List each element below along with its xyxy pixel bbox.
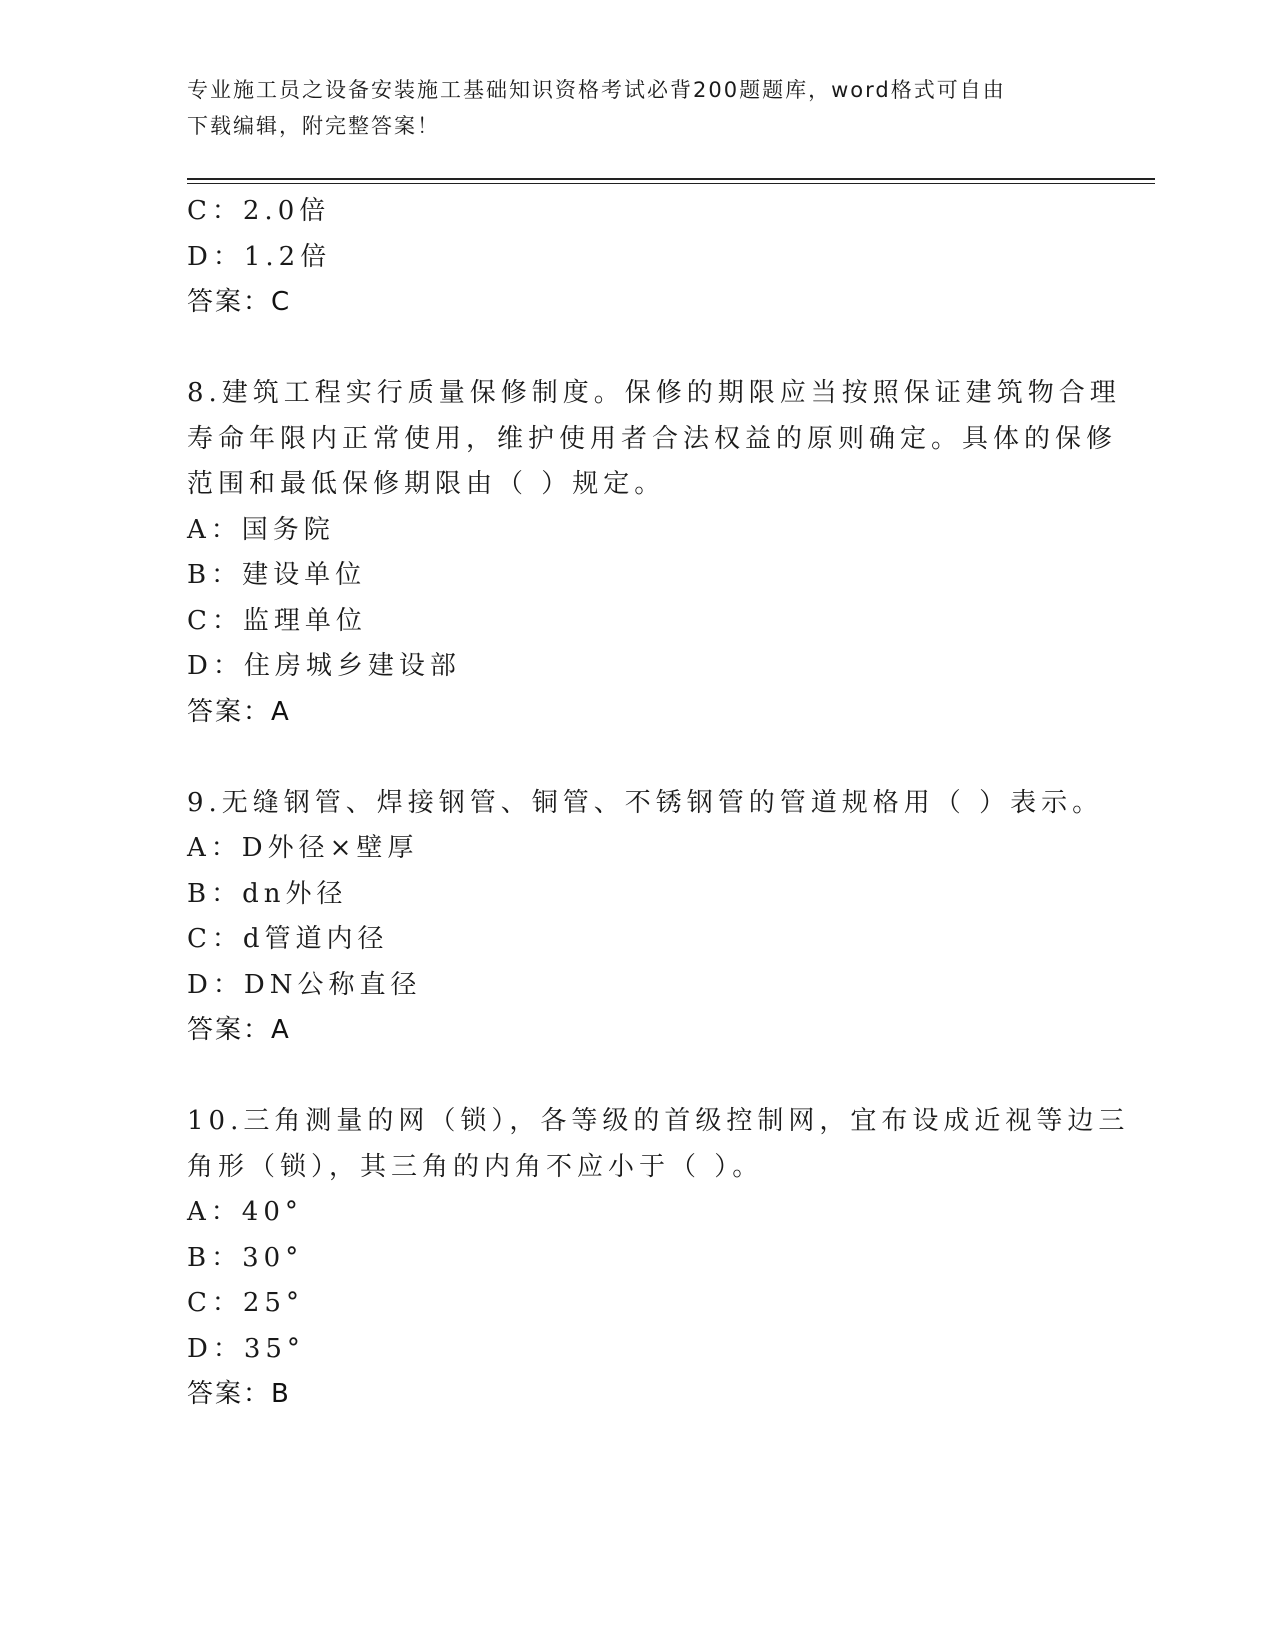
spacer	[187, 735, 1087, 781]
option-a: A：国务院	[187, 514, 335, 545]
question-text	[187, 371, 1121, 508]
header-rule-thin	[187, 183, 1155, 184]
question-10	[187, 1099, 1130, 1418]
option-a: A：D外径×壁厚	[187, 833, 419, 863]
answer-line: 答案：C	[187, 287, 292, 317]
question-9	[187, 781, 1104, 1054]
answer-line: 答案：A	[187, 696, 291, 727]
option-c: C：25°	[187, 1288, 304, 1318]
option-d: D：35°	[187, 1333, 305, 1364]
answer-line: 答案：A	[187, 1015, 291, 1045]
header-rule-thick	[187, 178, 1155, 180]
option-c: C：监理单位	[187, 605, 367, 636]
option-c: C：d管道内径	[187, 924, 389, 954]
question-text	[187, 1099, 1130, 1190]
document-body	[187, 189, 1130, 1418]
question-text-line: 8.建筑工程实行质量保修制度。保修的期限应当按照保证建筑物合理	[187, 378, 1121, 408]
question-text-line: 范围和最低保修期限由（ ）规定。	[187, 469, 666, 499]
option-d: D：住房城乡建设部	[187, 651, 461, 681]
question-text-line: 9.无缝钢管、焊接钢管、铜管、不锈钢管的管道规格用（ ）表示。	[187, 787, 1104, 818]
option-b: B：30°	[187, 1242, 304, 1273]
question-text	[187, 781, 1104, 827]
spacer	[187, 1054, 1087, 1100]
header-line-2: 下载编辑，附完整答案！	[187, 114, 440, 138]
document-header	[187, 72, 1067, 144]
question-text-line: 角形（锁），其三角的内角不应小于（ ）。	[187, 1151, 764, 1182]
question-text-line: 10.三角测量的网（锁），各等级的首级控制网，宜布设成近视等边三	[187, 1106, 1130, 1136]
option-d: D：1.2倍	[187, 241, 332, 272]
question-text-line: 寿命年限内正常使用，维护使用者合法权益的原则确定。具体的保修	[187, 423, 1118, 454]
option-a: A：40°	[187, 1197, 303, 1227]
answer-line: 答案：B	[187, 1379, 291, 1409]
header-line-1: 专业施工员之设备安装施工基础知识资格考试必背200题题库，word格式可自由	[187, 78, 1006, 102]
question-7-tail	[187, 189, 1087, 326]
option-b: B：dn外径	[187, 878, 348, 909]
spacer	[187, 326, 1087, 372]
question-8	[187, 371, 1121, 735]
option-d: D：DN公称直径	[187, 969, 422, 1000]
option-b: B：建设单位	[187, 560, 367, 590]
option-c: C：2.0倍	[187, 196, 331, 226]
